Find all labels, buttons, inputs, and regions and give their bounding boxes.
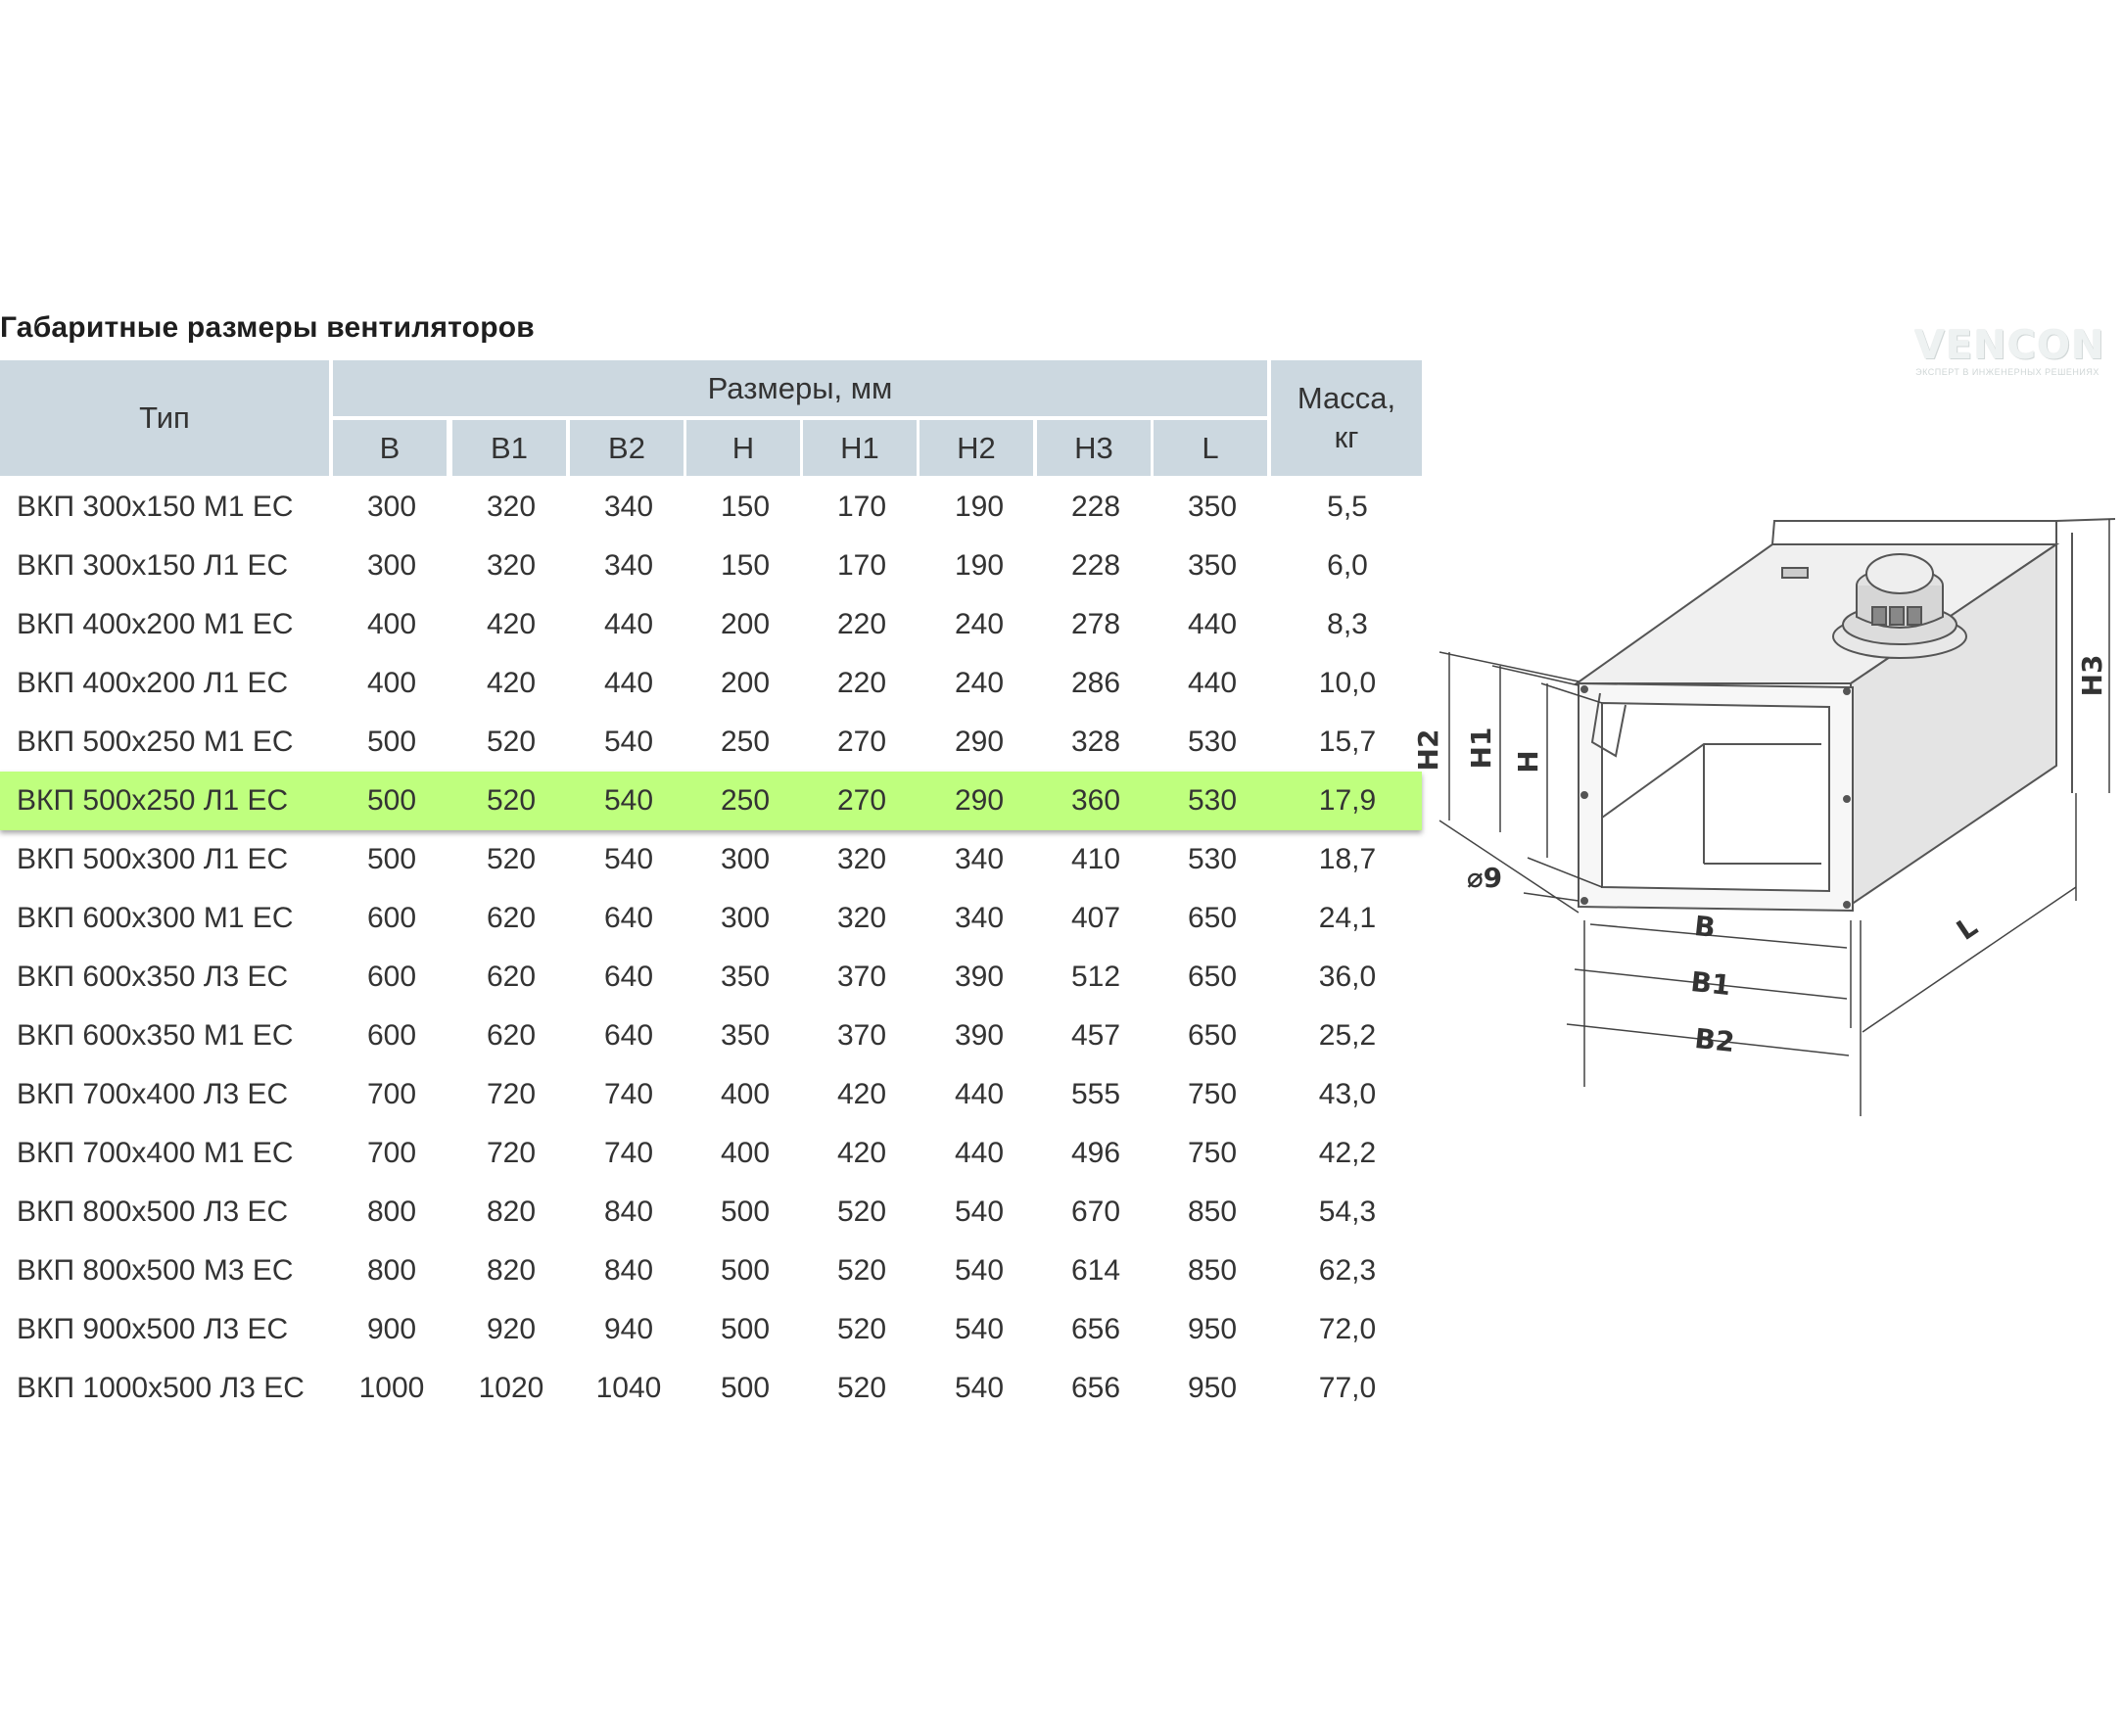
cell-h: 200 — [720, 608, 771, 640]
cell-type: ВКП 800х500 Л3 ЕС — [17, 1196, 289, 1228]
table-body — [0, 478, 1422, 1418]
cell-b1: 620 — [486, 961, 537, 993]
cell-b1: 620 — [486, 1019, 537, 1052]
cell-h: 300 — [720, 902, 771, 934]
header-type: Тип — [0, 360, 329, 476]
cell-type: ВКП 400х200 М1 ЕС — [17, 608, 294, 640]
cell-h2: 240 — [954, 667, 1005, 699]
table-row — [0, 1242, 1422, 1300]
cell-h1: 520 — [836, 1254, 887, 1287]
cell-b: 300 — [366, 549, 417, 582]
cell-h: 500 — [720, 1196, 771, 1228]
cell-h2: 440 — [954, 1137, 1005, 1169]
header-col-h3: H3 — [1037, 420, 1151, 476]
cell-type: ВКП 800х500 М3 ЕС — [17, 1254, 294, 1287]
cell-mass: 43,0 — [1318, 1078, 1377, 1110]
cell-h2: 190 — [954, 491, 1005, 523]
header-col-l: L — [1154, 420, 1267, 476]
header-mass: Масса, кг — [1271, 360, 1422, 476]
cell-l: 530 — [1187, 726, 1238, 758]
cell-h2: 440 — [954, 1078, 1005, 1110]
cell-l: 350 — [1187, 491, 1238, 523]
cell-h3: 328 — [1070, 726, 1121, 758]
label-h1: H1 — [1465, 727, 1497, 770]
table-row — [0, 537, 1422, 595]
cell-h3: 656 — [1070, 1313, 1121, 1345]
cell-h2: 240 — [954, 608, 1005, 640]
cell-l: 650 — [1187, 1019, 1238, 1052]
table-row-highlighted — [0, 772, 1422, 830]
table-row — [0, 1065, 1422, 1124]
cell-b: 700 — [366, 1078, 417, 1110]
cell-b: 900 — [366, 1313, 417, 1345]
label-l: L — [1951, 910, 1984, 947]
cell-mass: 15,7 — [1318, 726, 1377, 758]
cell-h1: 320 — [836, 902, 887, 934]
fan-dimension-drawing — [1410, 509, 2122, 1136]
cell-mass: 77,0 — [1318, 1372, 1377, 1404]
cell-h1: 370 — [836, 961, 887, 993]
cell-mass: 8,3 — [1327, 608, 1368, 640]
cell-h2: 540 — [954, 1254, 1005, 1287]
cell-b2: 640 — [603, 1019, 654, 1052]
header-col-h2: H2 — [920, 420, 1033, 476]
cell-type: ВКП 900х500 Л3 ЕС — [17, 1313, 289, 1345]
cell-type: ВКП 300х150 Л1 ЕС — [17, 549, 289, 582]
label-b: B — [1692, 910, 1718, 945]
header-col-h1: H1 — [803, 420, 917, 476]
cell-b2: 640 — [603, 902, 654, 934]
cell-h: 500 — [720, 1254, 771, 1287]
cell-type: ВКП 600х350 Л3 ЕС — [17, 961, 289, 993]
cell-b2: 840 — [603, 1196, 654, 1228]
cell-h2: 390 — [954, 961, 1005, 993]
cell-h2: 540 — [954, 1372, 1005, 1404]
cell-h: 150 — [720, 549, 771, 582]
cell-l: 350 — [1187, 549, 1238, 582]
cell-h3: 457 — [1070, 1019, 1121, 1052]
table-row — [0, 1359, 1422, 1418]
cell-h3: 278 — [1070, 608, 1121, 640]
cell-h1: 320 — [836, 843, 887, 875]
table-row — [0, 478, 1422, 537]
cell-h: 250 — [720, 784, 771, 817]
cell-l: 650 — [1187, 961, 1238, 993]
cell-h1: 420 — [836, 1078, 887, 1110]
cell-b1: 520 — [486, 843, 537, 875]
cell-h2: 290 — [954, 784, 1005, 817]
table-row — [0, 889, 1422, 948]
cell-b: 500 — [366, 726, 417, 758]
cell-b1: 620 — [486, 902, 537, 934]
cell-h1: 270 — [836, 726, 887, 758]
cell-l: 650 — [1187, 902, 1238, 934]
cell-b1: 320 — [486, 491, 537, 523]
cell-mass: 24,1 — [1318, 902, 1377, 934]
cell-type: ВКП 500х300 Л1 ЕС — [17, 843, 289, 875]
cell-type: ВКП 500х250 Л1 ЕС — [17, 784, 289, 817]
cell-type: ВКП 700х400 Л3 ЕС — [17, 1078, 289, 1110]
cell-h1: 220 — [836, 667, 887, 699]
cell-l: 440 — [1187, 667, 1238, 699]
cell-b1: 820 — [486, 1254, 537, 1287]
label-h2: H2 — [1412, 728, 1444, 772]
cell-mass: 42,2 — [1318, 1137, 1377, 1169]
cell-h3: 360 — [1070, 784, 1121, 817]
label-h: H — [1512, 750, 1544, 774]
cell-h2: 390 — [954, 1019, 1005, 1052]
cell-type: ВКП 600х300 М1 ЕС — [17, 902, 294, 934]
cell-h1: 520 — [836, 1196, 887, 1228]
cell-h3: 286 — [1070, 667, 1121, 699]
cell-b: 600 — [366, 902, 417, 934]
cell-b: 300 — [366, 491, 417, 523]
cell-b1: 720 — [486, 1078, 537, 1110]
cell-l: 750 — [1187, 1137, 1238, 1169]
cell-b2: 540 — [603, 843, 654, 875]
cell-b1: 420 — [486, 667, 537, 699]
cell-type: ВКП 400х200 Л1 ЕС — [17, 667, 289, 699]
cell-b1: 320 — [486, 549, 537, 582]
cell-mass: 36,0 — [1318, 961, 1377, 993]
cell-b: 400 — [366, 608, 417, 640]
cell-mass: 72,0 — [1318, 1313, 1377, 1345]
header-col-b1: B1 — [452, 420, 566, 476]
cell-h2: 340 — [954, 902, 1005, 934]
cell-h: 300 — [720, 843, 771, 875]
cell-b1: 520 — [486, 726, 537, 758]
cell-mass: 25,2 — [1318, 1019, 1377, 1052]
cell-h3: 656 — [1070, 1372, 1121, 1404]
cell-h2: 540 — [954, 1313, 1005, 1345]
cell-h1: 270 — [836, 784, 887, 817]
cell-b: 400 — [366, 667, 417, 699]
cell-b: 1000 — [358, 1372, 425, 1404]
cell-b2: 440 — [603, 608, 654, 640]
cell-h1: 520 — [836, 1372, 887, 1404]
cell-b2: 840 — [603, 1254, 654, 1287]
cell-b: 600 — [366, 1019, 417, 1052]
cell-h1: 220 — [836, 608, 887, 640]
cell-l: 530 — [1187, 784, 1238, 817]
table-row — [0, 595, 1422, 654]
cell-b2: 1040 — [595, 1372, 662, 1404]
cell-h: 400 — [720, 1078, 771, 1110]
label-b2: B2 — [1692, 1022, 1737, 1059]
table-row — [0, 948, 1422, 1007]
header-col-b: B — [333, 420, 447, 476]
cell-h3: 670 — [1070, 1196, 1121, 1228]
cell-mass: 62,3 — [1318, 1254, 1377, 1287]
cell-b: 600 — [366, 961, 417, 993]
cell-h2: 190 — [954, 549, 1005, 582]
cell-b2: 740 — [603, 1078, 654, 1110]
cell-b: 800 — [366, 1196, 417, 1228]
cell-h1: 370 — [836, 1019, 887, 1052]
table-row — [0, 1124, 1422, 1183]
table-row — [0, 1007, 1422, 1065]
header-col-h: H — [686, 420, 800, 476]
cell-type: ВКП 300х150 М1 ЕС — [17, 491, 294, 523]
page-title: Габаритные размеры вентиляторов — [0, 311, 535, 344]
cell-h: 200 — [720, 667, 771, 699]
vencon-logo — [1914, 323, 2105, 382]
cell-b2: 940 — [603, 1313, 654, 1345]
cell-b2: 440 — [603, 667, 654, 699]
cell-h: 400 — [720, 1137, 771, 1169]
table-row — [0, 1300, 1422, 1359]
cell-b: 500 — [366, 784, 417, 817]
cell-b: 800 — [366, 1254, 417, 1287]
label-b1: B1 — [1688, 965, 1733, 1003]
cell-l: 850 — [1187, 1254, 1238, 1287]
cell-h2: 540 — [954, 1196, 1005, 1228]
table-row — [0, 1183, 1422, 1242]
table-row — [0, 830, 1422, 889]
cell-h1: 170 — [836, 549, 887, 582]
cell-h3: 614 — [1070, 1254, 1121, 1287]
cell-l: 950 — [1187, 1372, 1238, 1404]
table-row — [0, 654, 1422, 713]
cell-h: 350 — [720, 961, 771, 993]
cell-mass: 54,3 — [1318, 1196, 1377, 1228]
cell-l: 950 — [1187, 1313, 1238, 1345]
cell-l: 440 — [1187, 608, 1238, 640]
label-hole: ⌀9 — [1466, 862, 1503, 894]
cell-b1: 520 — [486, 784, 537, 817]
cell-h: 350 — [720, 1019, 771, 1052]
cell-b2: 640 — [603, 961, 654, 993]
cell-type: ВКП 1000х500 Л3 ЕС — [17, 1372, 305, 1404]
cell-b2: 340 — [603, 549, 654, 582]
cell-b2: 540 — [603, 726, 654, 758]
logo-wordmark: VENCON — [1914, 323, 2105, 368]
cell-mass: 6,0 — [1327, 549, 1368, 582]
cell-h3: 512 — [1070, 961, 1121, 993]
cell-mass: 18,7 — [1318, 843, 1377, 875]
header-dimensions-group: Размеры, мм — [333, 360, 1267, 416]
cell-b: 500 — [366, 843, 417, 875]
cell-type: ВКП 600х350 М1 ЕС — [17, 1019, 294, 1052]
cell-h3: 410 — [1070, 843, 1121, 875]
cell-b: 700 — [366, 1137, 417, 1169]
cell-h1: 420 — [836, 1137, 887, 1169]
cell-h2: 340 — [954, 843, 1005, 875]
cell-h: 500 — [720, 1372, 771, 1404]
cell-h: 250 — [720, 726, 771, 758]
cell-b1: 1020 — [478, 1372, 544, 1404]
cell-h3: 496 — [1070, 1137, 1121, 1169]
cell-b1: 820 — [486, 1196, 537, 1228]
cell-h1: 170 — [836, 491, 887, 523]
cell-b2: 340 — [603, 491, 654, 523]
cell-b1: 420 — [486, 608, 537, 640]
cell-l: 530 — [1187, 843, 1238, 875]
cell-h3: 228 — [1070, 491, 1121, 523]
cell-mass: 5,5 — [1327, 491, 1368, 523]
cell-l: 750 — [1187, 1078, 1238, 1110]
cell-mass: 17,9 — [1318, 784, 1377, 817]
cell-h: 500 — [720, 1313, 771, 1345]
cell-h: 150 — [720, 491, 771, 523]
label-h3: H3 — [2076, 654, 2108, 697]
cell-b2: 540 — [603, 784, 654, 817]
cell-mass: 10,0 — [1318, 667, 1377, 699]
cell-type: ВКП 500х250 М1 ЕС — [17, 726, 294, 758]
cell-h1: 520 — [836, 1313, 887, 1345]
cell-type: ВКП 700х400 М1 ЕС — [17, 1137, 294, 1169]
cell-h3: 407 — [1070, 902, 1121, 934]
cell-b2: 740 — [603, 1137, 654, 1169]
cell-h3: 555 — [1070, 1078, 1121, 1110]
cell-b1: 920 — [486, 1313, 537, 1345]
cell-l: 850 — [1187, 1196, 1238, 1228]
cell-b1: 720 — [486, 1137, 537, 1169]
motor-cap — [1866, 554, 1933, 593]
logo-tagline: ЭКСПЕРТ В ИНЖЕНЕРНЫХ РЕШЕНИЯХ — [1915, 367, 2099, 377]
header-col-b2: B2 — [570, 420, 684, 476]
cell-h3: 228 — [1070, 549, 1121, 582]
cell-h2: 290 — [954, 726, 1005, 758]
table-row — [0, 713, 1422, 772]
